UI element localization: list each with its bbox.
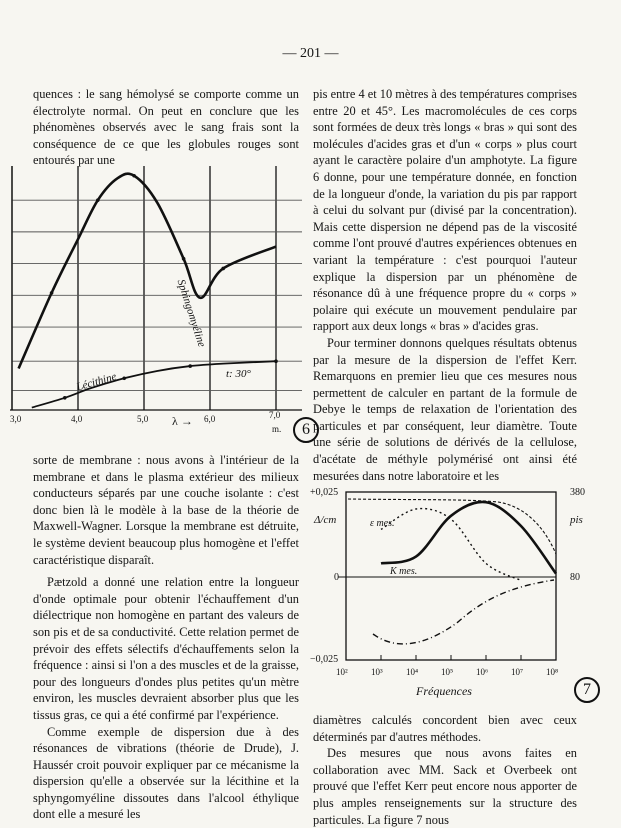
right-column-bottom xyxy=(313,712,577,828)
right-axis-label: pis xyxy=(570,514,583,526)
x-axis-label: λ → xyxy=(172,414,193,428)
figure-6-chart xyxy=(4,158,316,448)
paragraph: quences : le sang hémolysé se comporte comme un électrolyte normal. On peut en conclure que les phénomènes observés avec le sang frais sont la conséquence de ce que les globules rouges sont entourés par une xyxy=(33,87,299,168)
data-point xyxy=(50,291,54,295)
series-line-1 xyxy=(19,174,276,369)
x-tick-label: 10⁵ xyxy=(441,667,454,677)
y-left-top-label: +0,025 xyxy=(310,487,339,498)
left-axis-label: Δ/cm xyxy=(314,514,337,526)
paragraph: Comme exemple de dispersion due à des résonances de vibrations (théorie de Drude), J. Haussér croit pouvoir expliquer par ce mécanisme la dispersion qu'elle a observée sur la lécithine et la sphyngomyéline dissoutes dans l'alcool éthylique dont elle a mesuré les xyxy=(33,724,299,822)
curve-label-kmes: K mes. xyxy=(390,566,418,577)
x-tick-label: 10³ xyxy=(371,667,383,677)
x-tick-label: 4,0 xyxy=(71,414,83,424)
paragraph: diamètres calculés concordent bien avec ceux déterminés par d'autres méthodes. xyxy=(313,713,577,744)
data-point xyxy=(63,396,67,400)
left-column-top xyxy=(33,86,299,169)
y-right-mid-label: 80 xyxy=(570,572,580,583)
data-point xyxy=(132,174,136,178)
data-point xyxy=(182,257,186,261)
curve-label-lecithine: Lécithine xyxy=(75,370,118,394)
y-left-bottom-label: −0,025 xyxy=(310,654,339,665)
paragraph: Pætzold a donné une relation entre la longueur d'onde optimale pour obtenir l'échauffement d'un diélectrique non homogène en partant des valeurs de son pis et de sa conductivité. Cette relation permet de prévoir des effets sélectifs d'échauffements selon la fréquence : ainsi si l'on a des muscles et de la graisse, pour des longueurs d'ondes plus petites qu'un mètre environ, les muscles devraient absorber plus que les tissus gras, ce qui a été confirmé par l'expérience. xyxy=(33,575,299,722)
figure-7-number: 7 xyxy=(574,677,600,703)
curve-label-emes: ε mes. xyxy=(370,518,395,529)
curve-label-sphingomyeline: Sphingomyéline xyxy=(174,278,208,349)
figure-6 xyxy=(4,158,316,448)
paragraph: sorte de membrane : nous avons à l'intérieur de la membrane et dans le plasma extérieur des milieux conducteurs séparés par une couche isolante : c'est donc bien là le modèle à la base de la théorie de Maxwell-Wagner. Lorsque la membrane est détruite, le système devient beaucoup plus homogène et l'effet caractéristique disparaît. xyxy=(33,453,299,567)
x-axis-label: Fréquences xyxy=(416,684,472,698)
y-left-zero-label: 0 xyxy=(334,572,339,583)
right-column-top xyxy=(313,86,577,484)
x-tick-label: 10⁶ xyxy=(476,667,489,677)
figure-7 xyxy=(308,484,618,710)
x-tick-label: 10² xyxy=(336,667,348,677)
data-point xyxy=(188,364,192,368)
x-tick-label: 10⁸ xyxy=(546,667,559,677)
x-unit-label: m. xyxy=(272,424,282,434)
left-column-bottom xyxy=(33,452,299,823)
paragraph: pis entre 4 et 10 mètres à des températures comprises entre 20 et 45°. Les macromolécules de ces corps sont formées de deux très longs « bras » qui sont des molécules d'acides gras et d'un « corps » plus court ayant le caractère polaire d'un amphotyte. La figure 6 donne, pour une température donnée, en fonction de la longueur d'onde, la variation du pis par rapport à celui du solvant pur (divisé par la concentration). Mais cette dispersion ne dépend pas de la viscosité comme l'ont prouvé d'autres expériences obtenues en variant la température : c'est pourquoi l'auteur explique la dispersion par un phénomène de résonance dû à une fréquence propre du « corps » polaire qui exécute un mouvement pendulaire par rapport aux deux longs « bras » d'acides gras. xyxy=(313,87,577,334)
figure-6-number: 6 xyxy=(293,417,319,443)
data-point xyxy=(221,267,225,271)
x-tick-label: 3,0 xyxy=(10,414,22,424)
x-tick-label: 10⁴ xyxy=(406,667,419,677)
x-tick-label: 5,0 xyxy=(137,414,149,424)
data-point xyxy=(122,376,126,380)
x-tick-label: 10⁷ xyxy=(511,667,524,677)
paragraph: Des mesures que nous avons faites en collaboration avec MM. Sack et Overbeek ont prouvé que l'effet Kerr peut encore nous apporter de plus amples renseignements sur la structure des particules. La figure 7 nous xyxy=(313,746,577,827)
data-point xyxy=(96,198,100,202)
reference-curve xyxy=(373,580,554,644)
x-tick-label: 7,0 xyxy=(269,410,281,420)
y-right-top-label: 380 xyxy=(570,487,585,498)
data-point xyxy=(274,359,278,363)
temperature-label: t: 30° xyxy=(226,368,251,380)
page-number: — 201 — xyxy=(282,46,339,61)
x-tick-label: 6,0 xyxy=(204,414,216,424)
paragraph: Pour terminer donnons quelques résultats obtenus par la mesure de la dispersion de l'effet Kerr. Remarquons en premier lieu que ces mesures nous permettent de calculer en partant de la formule de Debye le temps de relaxation de l'orientation des particules et par conséquent, leur diamètre. Toute une série de solutions de dérivés de la cellulose, d'acétate de méthyle polymérisé ont ainsi été mesurées dans notre laboratoire et les xyxy=(313,335,577,483)
